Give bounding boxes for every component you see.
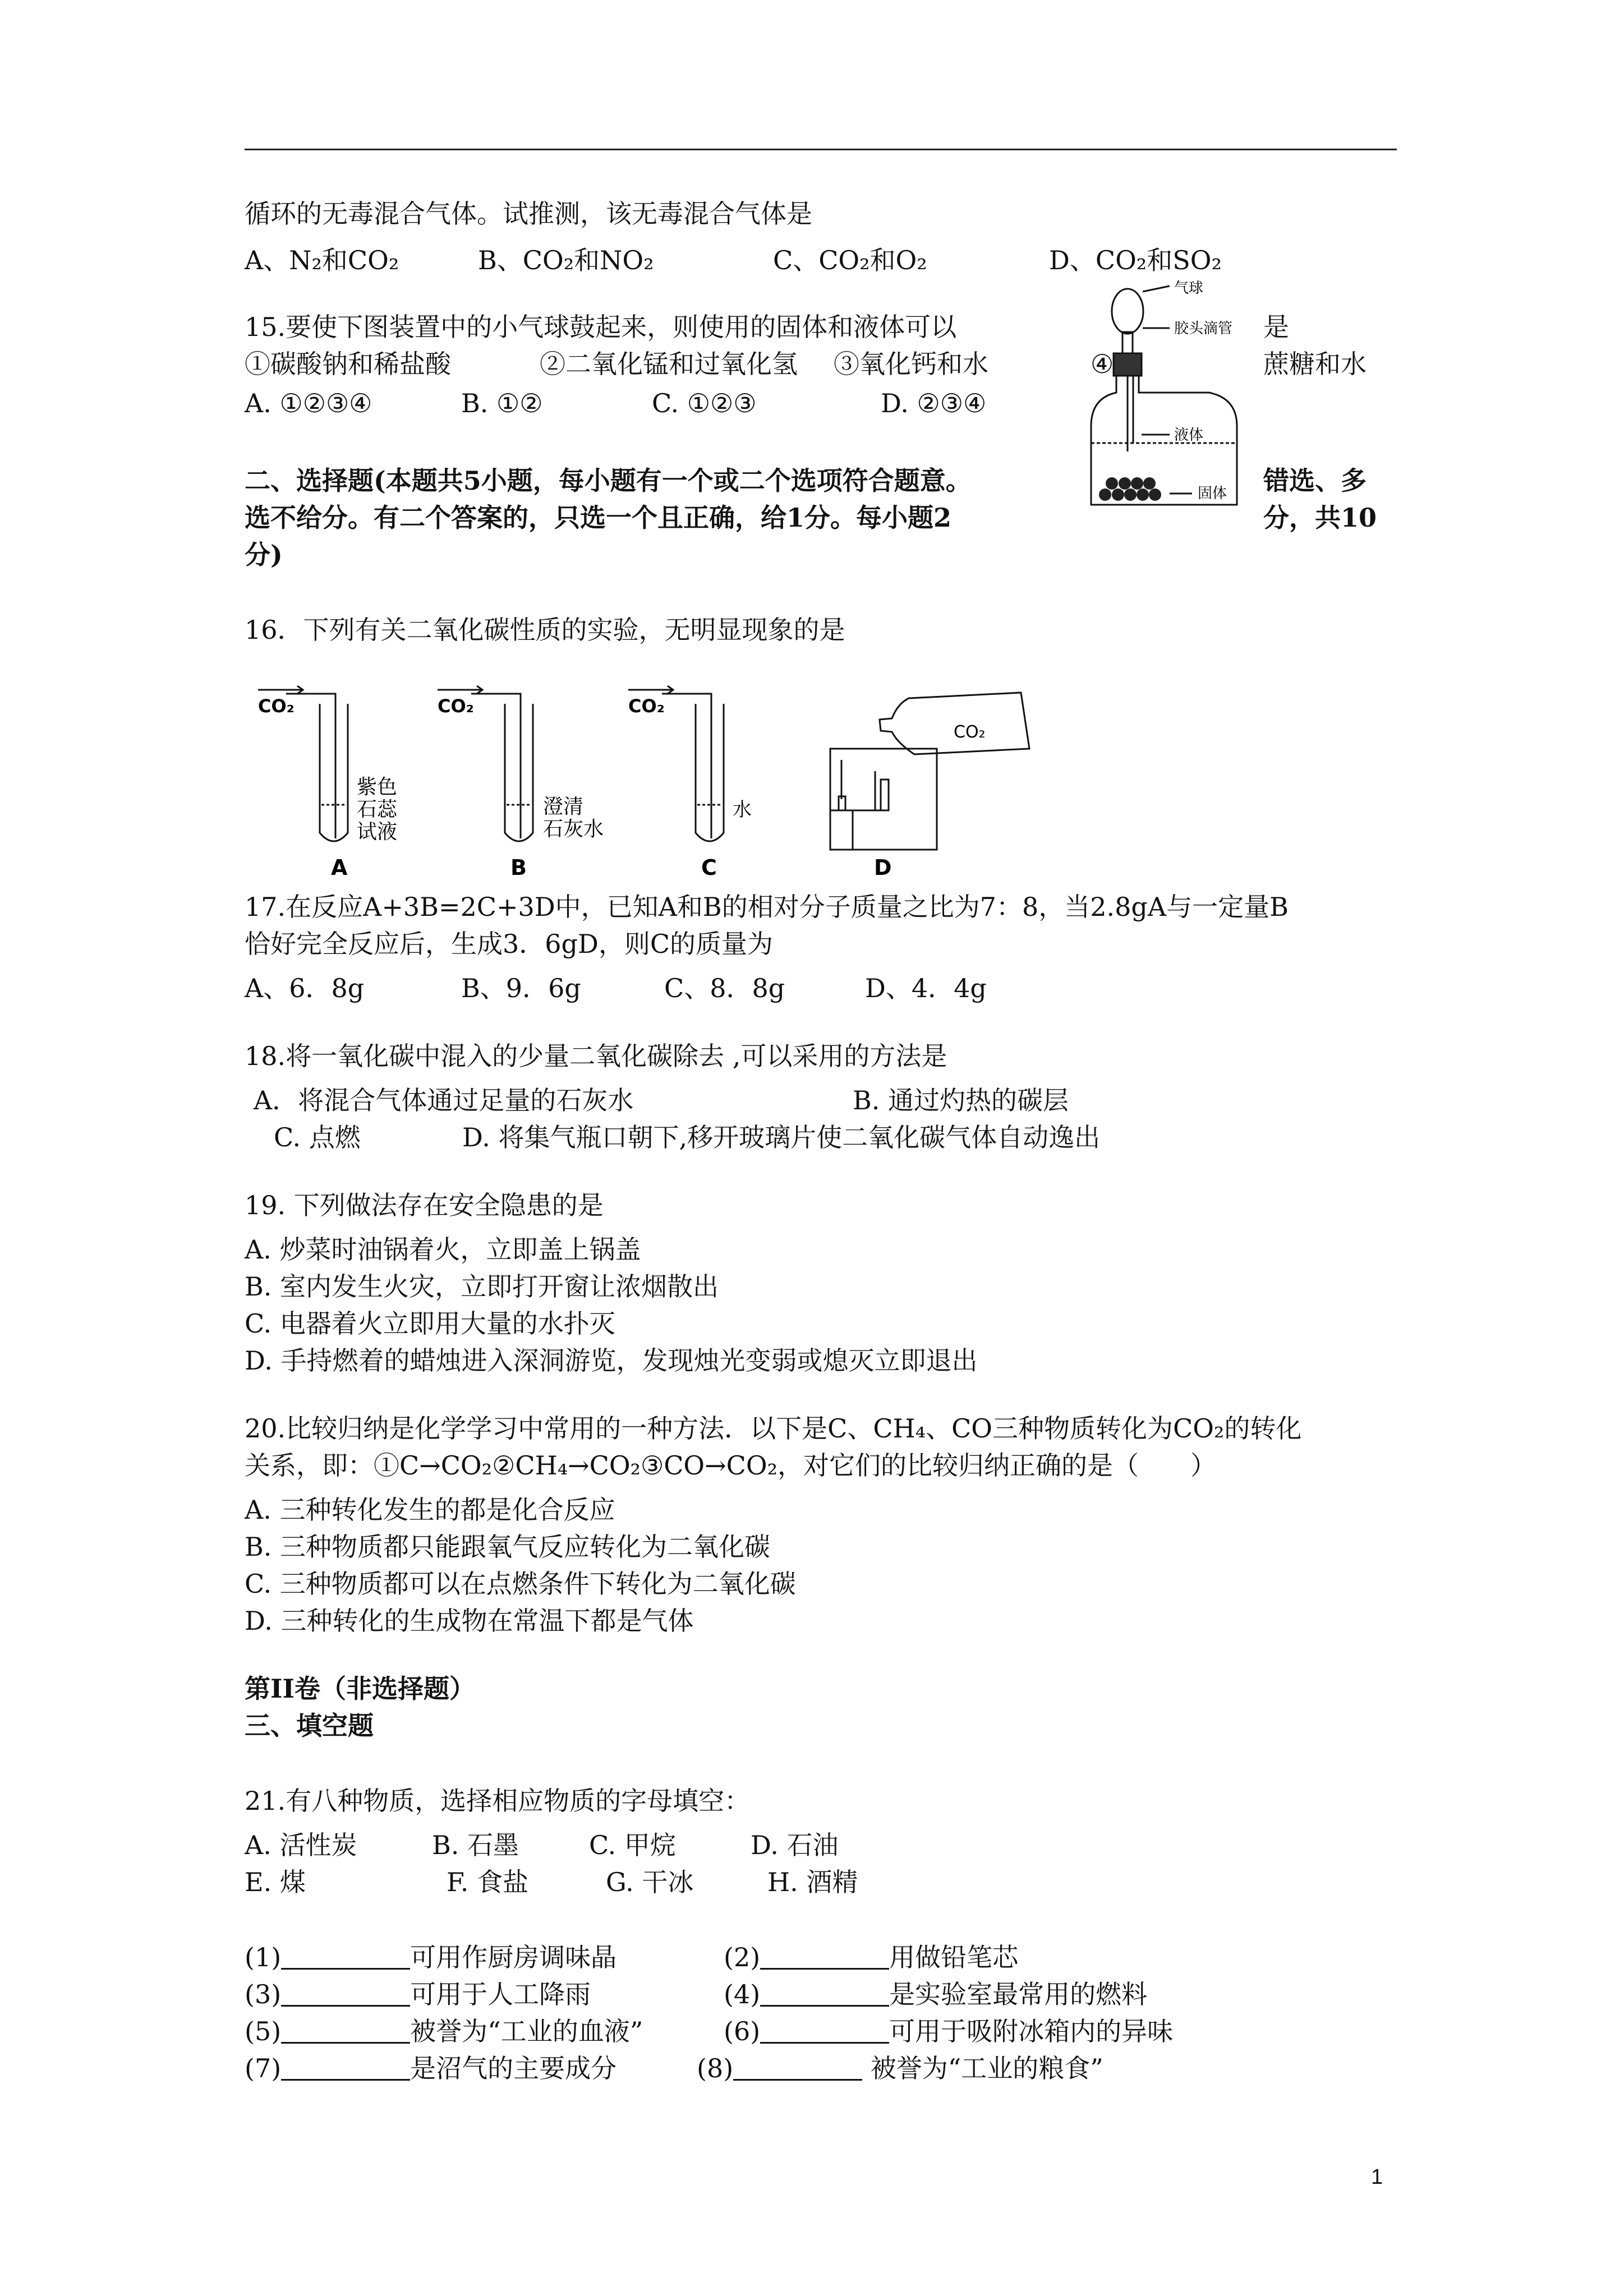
answer-blank-3[interactable] bbox=[281, 1979, 410, 2007]
section2-line1: 二、选择题(本题共5小题，每小题有一个或二个选项符合题意。 bbox=[245, 465, 972, 496]
q19-option-b: B. 室内发生火灾，立即打开窗让浓烟散出 bbox=[245, 1271, 719, 1302]
blank-text: 可用于人工降雨 bbox=[410, 1979, 591, 2009]
b-liquid-line1: 澄清 bbox=[543, 795, 584, 818]
q18-option-d: D. 将集气瓶口朝下,移开玻璃片使二氧化碳气体自动逸出 bbox=[462, 1122, 1101, 1152]
answer-blank-1[interactable] bbox=[281, 1942, 410, 1970]
q18-option-a: A．将混合气体通过足量的石灰水 bbox=[254, 1085, 634, 1115]
label-balloon: 气球 bbox=[1174, 280, 1204, 297]
blank-text: 是沼气的主要成分 bbox=[410, 2053, 617, 2083]
c-liquid: 水 bbox=[733, 799, 752, 821]
blank-num: (4) bbox=[724, 1979, 761, 2009]
q15-option-b: B. ①② bbox=[461, 388, 543, 418]
q20-line2: 关系，即：①C→CO₂②CH₄→CO₂③CO→CO₂，对它们的比较归纳正确的是（ ） bbox=[245, 1450, 1217, 1481]
q17-option-b: B、9．6g bbox=[461, 973, 581, 1003]
blank-item-7 bbox=[245, 2048, 617, 2085]
figure-label-c: C bbox=[701, 855, 717, 880]
figure-label-b: B bbox=[510, 855, 527, 880]
co2-label-b: CO₂ bbox=[438, 695, 474, 717]
q14-option-a: A、N₂和CO₂ bbox=[245, 245, 399, 275]
balloon-apparatus-figure bbox=[1080, 275, 1271, 516]
q15-item-1: ①碳酸钠和稀盐酸 bbox=[245, 349, 451, 379]
substance-h: H. 酒精 bbox=[767, 1867, 858, 1897]
blank-item-8 bbox=[697, 2048, 1103, 2085]
label-dropper: 胶头滴管 bbox=[1174, 320, 1233, 337]
q20-option-a: A. 三种转化发生的都是化合反应 bbox=[245, 1495, 615, 1525]
blank-num: (5) bbox=[245, 2016, 282, 2046]
substance-d: D. 石油 bbox=[751, 1830, 839, 1860]
label-solid: 固体 bbox=[1198, 485, 1227, 502]
header-rule bbox=[245, 149, 1397, 150]
a-liquid-line2: 石蕊 bbox=[357, 798, 398, 821]
figure-label-a: A bbox=[331, 855, 348, 880]
substance-c: C. 甲烷 bbox=[589, 1830, 676, 1860]
substance-b: B. 石墨 bbox=[432, 1830, 519, 1860]
blank-item-2 bbox=[724, 1937, 1018, 1974]
blank-item-4 bbox=[724, 1974, 1147, 2011]
section2-line3: 分) bbox=[245, 540, 283, 570]
q15-item-3: ③氧化钙和水 bbox=[834, 349, 988, 379]
q18-option-c: C. 点燃 bbox=[274, 1122, 361, 1152]
substance-f: F. 食盐 bbox=[447, 1867, 528, 1897]
label-liquid: 液体 bbox=[1174, 427, 1204, 444]
page-number: 1 bbox=[1371, 2165, 1383, 2189]
blank-text: 是实验室最常用的燃料 bbox=[889, 1979, 1148, 2009]
balloon-shape bbox=[1112, 289, 1143, 334]
substance-g: G. 干冰 bbox=[606, 1867, 694, 1897]
q19-option-d: D. 手持燃着的蜡烛进入深洞游览，发现烛光变弱或熄灭立即退出 bbox=[245, 1345, 978, 1376]
q20-option-b: B. 三种物质都只能跟氧气反应转化为二氧化碳 bbox=[245, 1532, 771, 1562]
blank-text: 被誉为“工业的粮食” bbox=[862, 2053, 1103, 2083]
q19-stem: 19. 下列做法存在安全隐患的是 bbox=[245, 1190, 604, 1220]
q20-option-c: C. 三种物质都可以在点燃条件下转化为二氧化碳 bbox=[245, 1569, 796, 1599]
blank-item-6 bbox=[724, 2011, 1173, 2048]
q15-item-2: ②二氧化锰和过氧化氢 bbox=[540, 349, 798, 379]
q15-option-c: C. ①②③ bbox=[652, 388, 757, 418]
q21-stem: 21.有八种物质，选择相应物质的字母填空： bbox=[245, 1786, 751, 1816]
blank-num: (3) bbox=[245, 1979, 282, 2009]
answer-blank-7[interactable] bbox=[281, 2053, 410, 2081]
blank-num: (7) bbox=[245, 2053, 282, 2083]
blank-text: 用做铅笔芯 bbox=[889, 1942, 1019, 1972]
blank-item-3 bbox=[245, 1974, 591, 2011]
a-liquid-line3: 试液 bbox=[357, 820, 398, 843]
answer-blank-2[interactable] bbox=[760, 1942, 889, 1970]
q15-item-4-text: 蔗糖和水 bbox=[1263, 349, 1367, 379]
co2-label-a: CO₂ bbox=[258, 695, 295, 717]
q15-option-d: D. ②③④ bbox=[881, 388, 987, 418]
q15-stem-end: 是 bbox=[1263, 312, 1289, 342]
q18-option-b: B. 通过灼热的碳层 bbox=[853, 1085, 1069, 1115]
b-liquid-line2: 石灰水 bbox=[543, 818, 604, 841]
substance-e: E. 煤 bbox=[245, 1867, 306, 1897]
q19-option-c: C. 电器着火立即用大量的水扑灭 bbox=[245, 1308, 615, 1339]
answer-blank-4[interactable] bbox=[760, 1979, 889, 2007]
q14-option-c: C、CO₂和O₂ bbox=[773, 245, 927, 275]
q14-option-d: D、CO₂和SO₂ bbox=[1049, 245, 1222, 275]
blank-num: (1) bbox=[245, 1942, 282, 1972]
figure-label-d: D bbox=[874, 855, 892, 880]
blank-num: (8) bbox=[697, 2053, 734, 2083]
q15-item-4-num: ④ bbox=[1091, 349, 1114, 379]
section2-line2: 选不给分。有二个答案的，只选一个且正确，给1分。每小题2 bbox=[245, 502, 952, 533]
part2-title: 第II卷（非选择题） bbox=[245, 1673, 476, 1704]
q15-option-a: A. ①②③④ bbox=[245, 388, 372, 418]
q17-option-d: D、4．4g bbox=[865, 973, 987, 1003]
blank-item-5 bbox=[245, 2011, 643, 2048]
q17-option-a: A、6．8g bbox=[245, 973, 365, 1003]
answer-blank-8[interactable] bbox=[733, 2053, 862, 2081]
blank-num: (2) bbox=[724, 1942, 761, 1972]
blank-item-1 bbox=[245, 1937, 617, 1974]
q14-stem-tail: 循环的无毒混合气体。试推测，该无毒混合气体是 bbox=[245, 199, 812, 229]
q17-line2: 恰好完全反应后，生成3．6gD，则C的质量为 bbox=[245, 929, 774, 959]
q16-stem: 16．下列有关二氧化碳性质的实验，无明显现象的是 bbox=[245, 615, 845, 645]
substance-a: A. 活性炭 bbox=[245, 1830, 357, 1860]
q17-line1: 17.在反应A+3B=2C+3D中，已知A和B的相对分子质量之比为7：8，当2.8gA与一定量B bbox=[245, 892, 1289, 922]
blank-text: 被誉为“工业的血液” bbox=[410, 2016, 643, 2046]
section2-line2-end: 分，共10 bbox=[1263, 502, 1377, 533]
q20-line1: 20.比较归纳是化学学习中常用的一种方法．以下是C、CH₄、CO三种物质转化为CO₂的转化 bbox=[245, 1413, 1302, 1444]
q19-option-a: A. 炒菜时油锅着火，立即盖上锅盖 bbox=[245, 1234, 641, 1265]
blank-text: 可用于吸附冰箱内的异味 bbox=[889, 2016, 1174, 2046]
q18-stem: 18.将一氧化碳中混入的少量二氧化碳除去 ,可以采用的方法是 bbox=[245, 1041, 947, 1071]
q14-option-b: B、CO₂和NO₂ bbox=[478, 245, 654, 275]
blank-text: 可用作厨房调味晶 bbox=[410, 1942, 617, 1972]
blank-num: (6) bbox=[724, 2016, 761, 2046]
a-liquid-line1: 紫色 bbox=[357, 776, 398, 799]
section3-title: 三、填空题 bbox=[245, 1711, 374, 1741]
q20-option-d: D. 三种转化的生成物在常温下都是气体 bbox=[245, 1606, 694, 1636]
answer-blank-6[interactable] bbox=[760, 2016, 889, 2044]
co2-experiments-figure bbox=[247, 670, 1043, 883]
co2-label-d: CO₂ bbox=[954, 722, 986, 742]
co2-label-c: CO₂ bbox=[628, 695, 665, 717]
q15-stem: 15.要使下图装置中的小气球鼓起来，则使用的固体和液体可以 bbox=[245, 312, 957, 342]
answer-blank-5[interactable] bbox=[281, 2016, 410, 2044]
q17-option-c: C、8．8g bbox=[664, 973, 785, 1003]
section2-line1-end: 错选、多 bbox=[1263, 465, 1367, 496]
